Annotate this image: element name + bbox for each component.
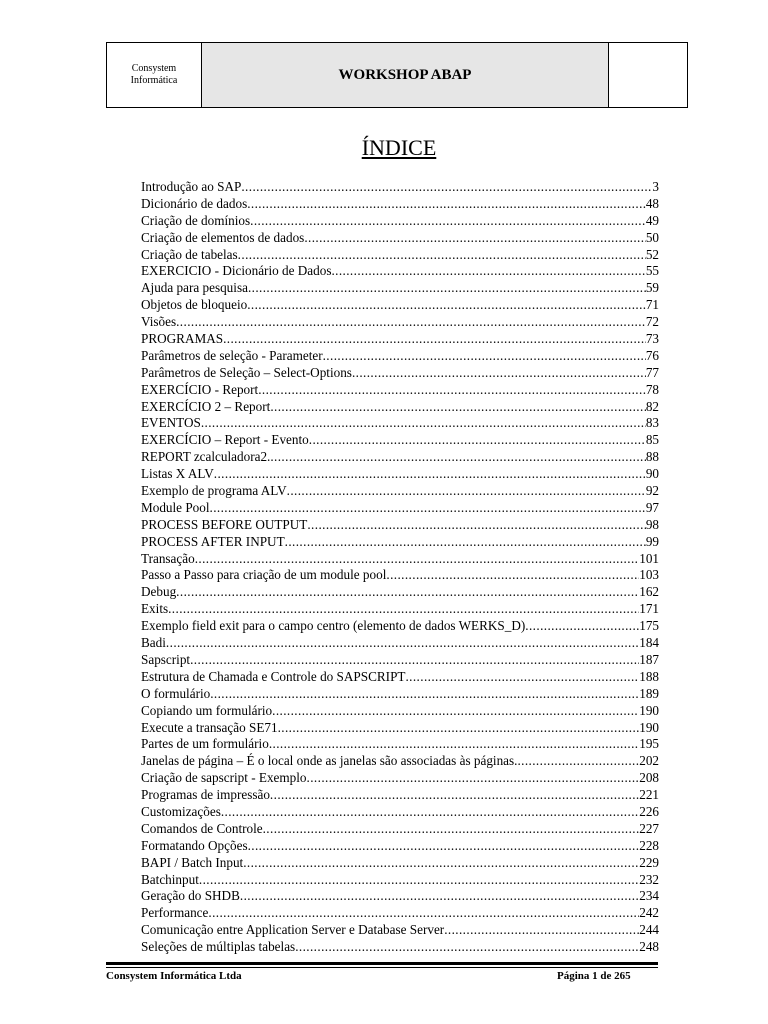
toc-entry-label: Exits bbox=[141, 601, 169, 617]
toc-entry-label: Introdução ao SAP bbox=[141, 179, 242, 194]
toc-entry-label: PROCESS BEFORE OUTPUT bbox=[141, 516, 308, 532]
toc-entry-page: 221 bbox=[639, 787, 659, 803]
toc-entry-page: 85 bbox=[645, 432, 659, 448]
footer-page-info: Página 1 de 265 bbox=[557, 970, 631, 982]
toc-entry-page: 227 bbox=[639, 820, 659, 836]
toc-leader-dots bbox=[166, 635, 639, 652]
toc-entry-label: Sapscript bbox=[141, 651, 191, 667]
toc-entry-label: Janelas de página – É o local onde as janelas são associadas às páginas. bbox=[141, 753, 518, 769]
toc-entry-page: 188 bbox=[639, 668, 659, 684]
toc-entry-page: 50 bbox=[645, 229, 659, 245]
toc-entry[interactable] bbox=[141, 652, 659, 669]
toc-entry[interactable] bbox=[141, 534, 659, 551]
toc-entry[interactable] bbox=[141, 720, 659, 737]
toc-entry-page: 71 bbox=[645, 297, 659, 313]
toc-leader-dots bbox=[208, 905, 639, 922]
toc-entry-label: Debug bbox=[141, 584, 177, 600]
toc-entry-label: Parâmetros de Seleção – Select-Options bbox=[141, 364, 352, 380]
toc-entry-page: 208 bbox=[639, 770, 659, 786]
toc-leader-dots bbox=[223, 331, 646, 348]
toc-entry-page: 99 bbox=[645, 533, 659, 549]
company-logo bbox=[107, 43, 202, 107]
toc-entry-page: 229 bbox=[639, 854, 659, 870]
toc-entry[interactable] bbox=[141, 686, 659, 703]
toc-leader-dots bbox=[210, 500, 646, 517]
toc-entry[interactable] bbox=[141, 838, 659, 855]
toc-entry[interactable] bbox=[141, 804, 659, 821]
toc-entry[interactable] bbox=[141, 280, 659, 297]
toc-entry-page: 73 bbox=[645, 331, 659, 347]
toc-entry-label: PROGRAMAS bbox=[141, 331, 224, 347]
toc-entry-label: BAPI / Batch Input bbox=[141, 854, 244, 870]
toc-entry[interactable] bbox=[141, 399, 659, 416]
toc-entry-label: Module Pool bbox=[141, 499, 210, 515]
toc-entry-page: 242 bbox=[639, 905, 659, 921]
toc-entry-page: 103 bbox=[639, 567, 659, 583]
toc-leader-dots bbox=[309, 432, 646, 449]
toc-entry[interactable] bbox=[141, 517, 659, 534]
toc-entry[interactable] bbox=[141, 415, 659, 432]
toc-entry-label: Performance bbox=[141, 905, 209, 921]
toc-entry-label: Objetos de bloqueio bbox=[141, 297, 248, 313]
toc-entry-label: EXERCÍCIO - Report bbox=[141, 381, 259, 397]
toc-entry[interactable] bbox=[141, 872, 659, 889]
toc-entry-label: Formatando Opções bbox=[141, 837, 248, 853]
toc-entry[interactable] bbox=[141, 449, 659, 466]
toc-entry-label: Comandos de Controle bbox=[141, 820, 263, 836]
toc-entry-label: Copiando um formulário bbox=[141, 702, 273, 718]
toc-leader-dots bbox=[241, 179, 652, 196]
toc-entry[interactable] bbox=[141, 432, 659, 449]
toc-leader-dots bbox=[323, 348, 646, 365]
toc-leader-dots bbox=[243, 855, 639, 872]
toc-entry-page: 162 bbox=[639, 584, 659, 600]
toc-entry-page: 88 bbox=[645, 449, 659, 465]
toc-entry-page: 78 bbox=[645, 381, 659, 397]
toc-entry-page: 97 bbox=[645, 499, 659, 515]
toc-entry-page: 72 bbox=[645, 314, 659, 330]
toc-entry-page: 226 bbox=[639, 803, 659, 819]
toc-entry-label: EXERCÍCIO – Report - Evento bbox=[141, 432, 309, 448]
toc-entry-label: Execute a transação SE71 bbox=[141, 719, 278, 735]
toc-leader-dots bbox=[199, 872, 639, 889]
toc-leader-dots bbox=[405, 669, 639, 686]
toc-entry[interactable] bbox=[141, 905, 659, 922]
toc-entry[interactable] bbox=[141, 584, 659, 601]
company-name-line2: Informática bbox=[130, 75, 178, 86]
toc-entry-page: 76 bbox=[645, 347, 659, 363]
toc-entry[interactable] bbox=[141, 348, 659, 365]
toc-entry-page: 232 bbox=[639, 871, 659, 887]
toc-entry[interactable] bbox=[141, 635, 659, 652]
toc-leader-dots bbox=[287, 483, 646, 500]
toc-leader-dots bbox=[285, 534, 646, 551]
toc-leader-dots bbox=[221, 804, 639, 821]
toc-entry-page: 98 bbox=[645, 516, 659, 532]
toc-entry-label: Parâmetros de seleção - Parameter bbox=[141, 347, 323, 363]
toc-entry-page: 184 bbox=[639, 635, 659, 651]
toc-entry-page: 3 bbox=[652, 179, 659, 194]
toc-entry-page: 171 bbox=[639, 601, 659, 617]
toc-leader-dots bbox=[247, 297, 646, 314]
toc-entry[interactable] bbox=[141, 770, 659, 787]
toc-entry[interactable] bbox=[141, 703, 659, 720]
toc-entry-label: Listas X ALV bbox=[141, 466, 214, 482]
toc-entry-page: 228 bbox=[639, 837, 659, 853]
toc-entry-label: Batchinput bbox=[141, 871, 199, 887]
toc-leader-dots bbox=[168, 601, 639, 618]
toc-entry-page: 92 bbox=[645, 483, 659, 499]
toc-entry-page: 101 bbox=[639, 550, 659, 566]
toc-leader-dots bbox=[176, 314, 646, 331]
toc-entry[interactable] bbox=[141, 314, 659, 331]
toc-leader-dots bbox=[307, 770, 640, 787]
toc-entry-page: 49 bbox=[645, 212, 659, 228]
toc-entry[interactable] bbox=[141, 618, 659, 635]
toc-entry[interactable] bbox=[141, 753, 659, 770]
toc-entry[interactable] bbox=[141, 331, 659, 348]
toc-leader-dots bbox=[190, 652, 639, 669]
toc-leader-dots bbox=[250, 213, 646, 230]
toc-entry-page: 59 bbox=[645, 280, 659, 296]
index-heading: ÍNDICE bbox=[361, 135, 437, 160]
toc-entry-label: Exemplo de programa ALV bbox=[141, 483, 287, 499]
toc-entry-label: EVENTOS bbox=[141, 415, 201, 431]
toc-entry-label: Dicionário de dados bbox=[141, 195, 248, 211]
page-header bbox=[106, 42, 688, 108]
toc-entry-label: Transação bbox=[141, 550, 195, 566]
toc-leader-dots bbox=[214, 466, 646, 483]
toc-leader-dots bbox=[195, 551, 640, 568]
toc-entry-page: 175 bbox=[639, 618, 659, 634]
toc-entry-label: O formulário bbox=[141, 685, 211, 701]
toc-entry-label: Criação de elementos de dados bbox=[141, 229, 305, 245]
toc-leader-dots bbox=[201, 415, 646, 432]
footer-company: Consystem Informática Ltda bbox=[106, 970, 242, 982]
toc-leader-dots bbox=[210, 686, 639, 703]
toc-entry-label: Exemplo field exit para o campo centro (elemento de dados WERKS_D) bbox=[141, 618, 526, 634]
toc-entry-label: Criação de domínios bbox=[141, 212, 251, 228]
toc-entry-page: 190 bbox=[639, 719, 659, 735]
toc-entry-page: 48 bbox=[645, 195, 659, 211]
toc-entry-label: Comunicação entre Application Server e Database Server bbox=[141, 922, 445, 938]
toc-entry-page: 234 bbox=[639, 888, 659, 904]
toc-leader-dots bbox=[352, 365, 646, 382]
toc-entry[interactable] bbox=[141, 196, 659, 213]
toc-entry-label: Ajuda para pesquisa bbox=[141, 280, 248, 296]
toc-leader-dots bbox=[331, 263, 645, 280]
toc-entry-label: REPORT zcalculadora2. bbox=[141, 449, 271, 465]
toc-leader-dots bbox=[307, 517, 645, 534]
toc-leader-dots bbox=[238, 247, 646, 264]
header-empty-cell bbox=[609, 43, 687, 107]
toc-leader-dots bbox=[270, 399, 646, 416]
toc-entry[interactable] bbox=[141, 382, 659, 399]
toc-entry-page: 244 bbox=[639, 922, 659, 938]
toc-leader-dots bbox=[248, 280, 646, 297]
toc-entry[interactable] bbox=[141, 567, 659, 584]
toc-entry-page: 187 bbox=[639, 651, 659, 667]
toc-leader-dots bbox=[247, 196, 646, 213]
toc-entry[interactable] bbox=[141, 787, 659, 804]
toc-entry-label: Partes de um formulário bbox=[141, 736, 269, 752]
toc-entry[interactable] bbox=[141, 888, 659, 905]
toc-leader-dots bbox=[176, 584, 639, 601]
toc-entry[interactable] bbox=[141, 297, 659, 314]
toc-entry[interactable] bbox=[141, 500, 659, 517]
toc-entry-label: Seleções de múltiplas tabelas bbox=[141, 939, 296, 955]
toc-entry-label: Estrutura de Chamada e Controle do SAPSCRIPT bbox=[141, 668, 406, 684]
toc-entry[interactable] bbox=[141, 922, 659, 939]
toc-entry-label: Geração do SHDB bbox=[141, 888, 240, 904]
toc-entry-page: 190 bbox=[639, 702, 659, 718]
toc-leader-dots bbox=[272, 703, 639, 720]
toc-entry-label: Badi bbox=[141, 635, 166, 651]
toc-entry[interactable] bbox=[141, 855, 659, 872]
toc-entry[interactable] bbox=[141, 365, 659, 382]
toc-entry-page: 202 bbox=[639, 753, 659, 769]
toc-leader-dots bbox=[525, 618, 639, 635]
toc-entry[interactable] bbox=[141, 669, 659, 686]
toc-leader-dots bbox=[240, 888, 639, 905]
toc-entry[interactable] bbox=[141, 466, 659, 483]
toc-entry-page: 195 bbox=[639, 736, 659, 752]
toc-entry-label: Passo a Passo para criação de um module pool bbox=[141, 567, 387, 583]
company-name-line1: Consystem bbox=[131, 63, 177, 74]
toc-entry[interactable] bbox=[141, 601, 659, 618]
toc-entry[interactable] bbox=[141, 483, 659, 500]
toc-entry-label: EXERCICIO - Dicionário de Dados bbox=[141, 263, 332, 279]
toc-entry[interactable] bbox=[141, 213, 659, 230]
toc-entry[interactable] bbox=[141, 247, 659, 264]
toc-leader-dots bbox=[386, 567, 639, 584]
toc-leader-dots bbox=[444, 922, 639, 939]
toc-entry[interactable] bbox=[141, 230, 659, 247]
toc-entry-label: PROCESS AFTER INPUT bbox=[141, 533, 285, 549]
toc-leader-dots bbox=[248, 838, 640, 855]
toc-entry-page: 55 bbox=[645, 263, 659, 279]
toc-leader-dots bbox=[278, 720, 640, 737]
toc-leader-dots bbox=[270, 449, 645, 466]
toc-entry-page: 83 bbox=[645, 415, 659, 431]
footer-divider-thin bbox=[106, 967, 658, 968]
toc-leader-dots bbox=[270, 787, 639, 804]
toc-leader-dots bbox=[295, 939, 639, 956]
toc-entry[interactable] bbox=[141, 551, 659, 568]
toc-entry-page: 82 bbox=[645, 398, 659, 414]
toc-entry-page: 189 bbox=[639, 685, 659, 701]
toc-entry[interactable] bbox=[141, 821, 659, 838]
toc-entry-label: Programas de impressão bbox=[141, 787, 270, 803]
toc-leader-dots bbox=[263, 821, 640, 838]
toc-entry-label: Criação de tabelas bbox=[141, 246, 238, 262]
document-title: WORKSHOP ABAP bbox=[202, 43, 609, 107]
footer-divider-thick bbox=[106, 962, 658, 965]
toc-leader-dots bbox=[517, 753, 639, 770]
toc-leader-dots bbox=[304, 230, 645, 247]
table-of-contents bbox=[141, 179, 659, 956]
toc-entry-label: Customizações bbox=[141, 803, 221, 819]
toc-entry-page: 77 bbox=[645, 364, 659, 380]
toc-leader-dots bbox=[258, 382, 646, 399]
toc-entry[interactable] bbox=[141, 263, 659, 280]
toc-entry-page: 248 bbox=[639, 939, 659, 955]
toc-entry-label: Criação de sapscript - Exemplo bbox=[141, 770, 307, 786]
toc-leader-dots bbox=[269, 736, 639, 753]
toc-entry-page: 90 bbox=[645, 466, 659, 482]
toc-entry-label: Visões bbox=[141, 314, 177, 330]
toc-entry-page: 52 bbox=[645, 246, 659, 262]
toc-entry[interactable] bbox=[141, 736, 659, 753]
toc-entry[interactable] bbox=[141, 179, 659, 196]
toc-entry-label: EXERCÍCIO 2 – Report bbox=[141, 398, 271, 414]
toc-entry[interactable] bbox=[141, 939, 659, 956]
